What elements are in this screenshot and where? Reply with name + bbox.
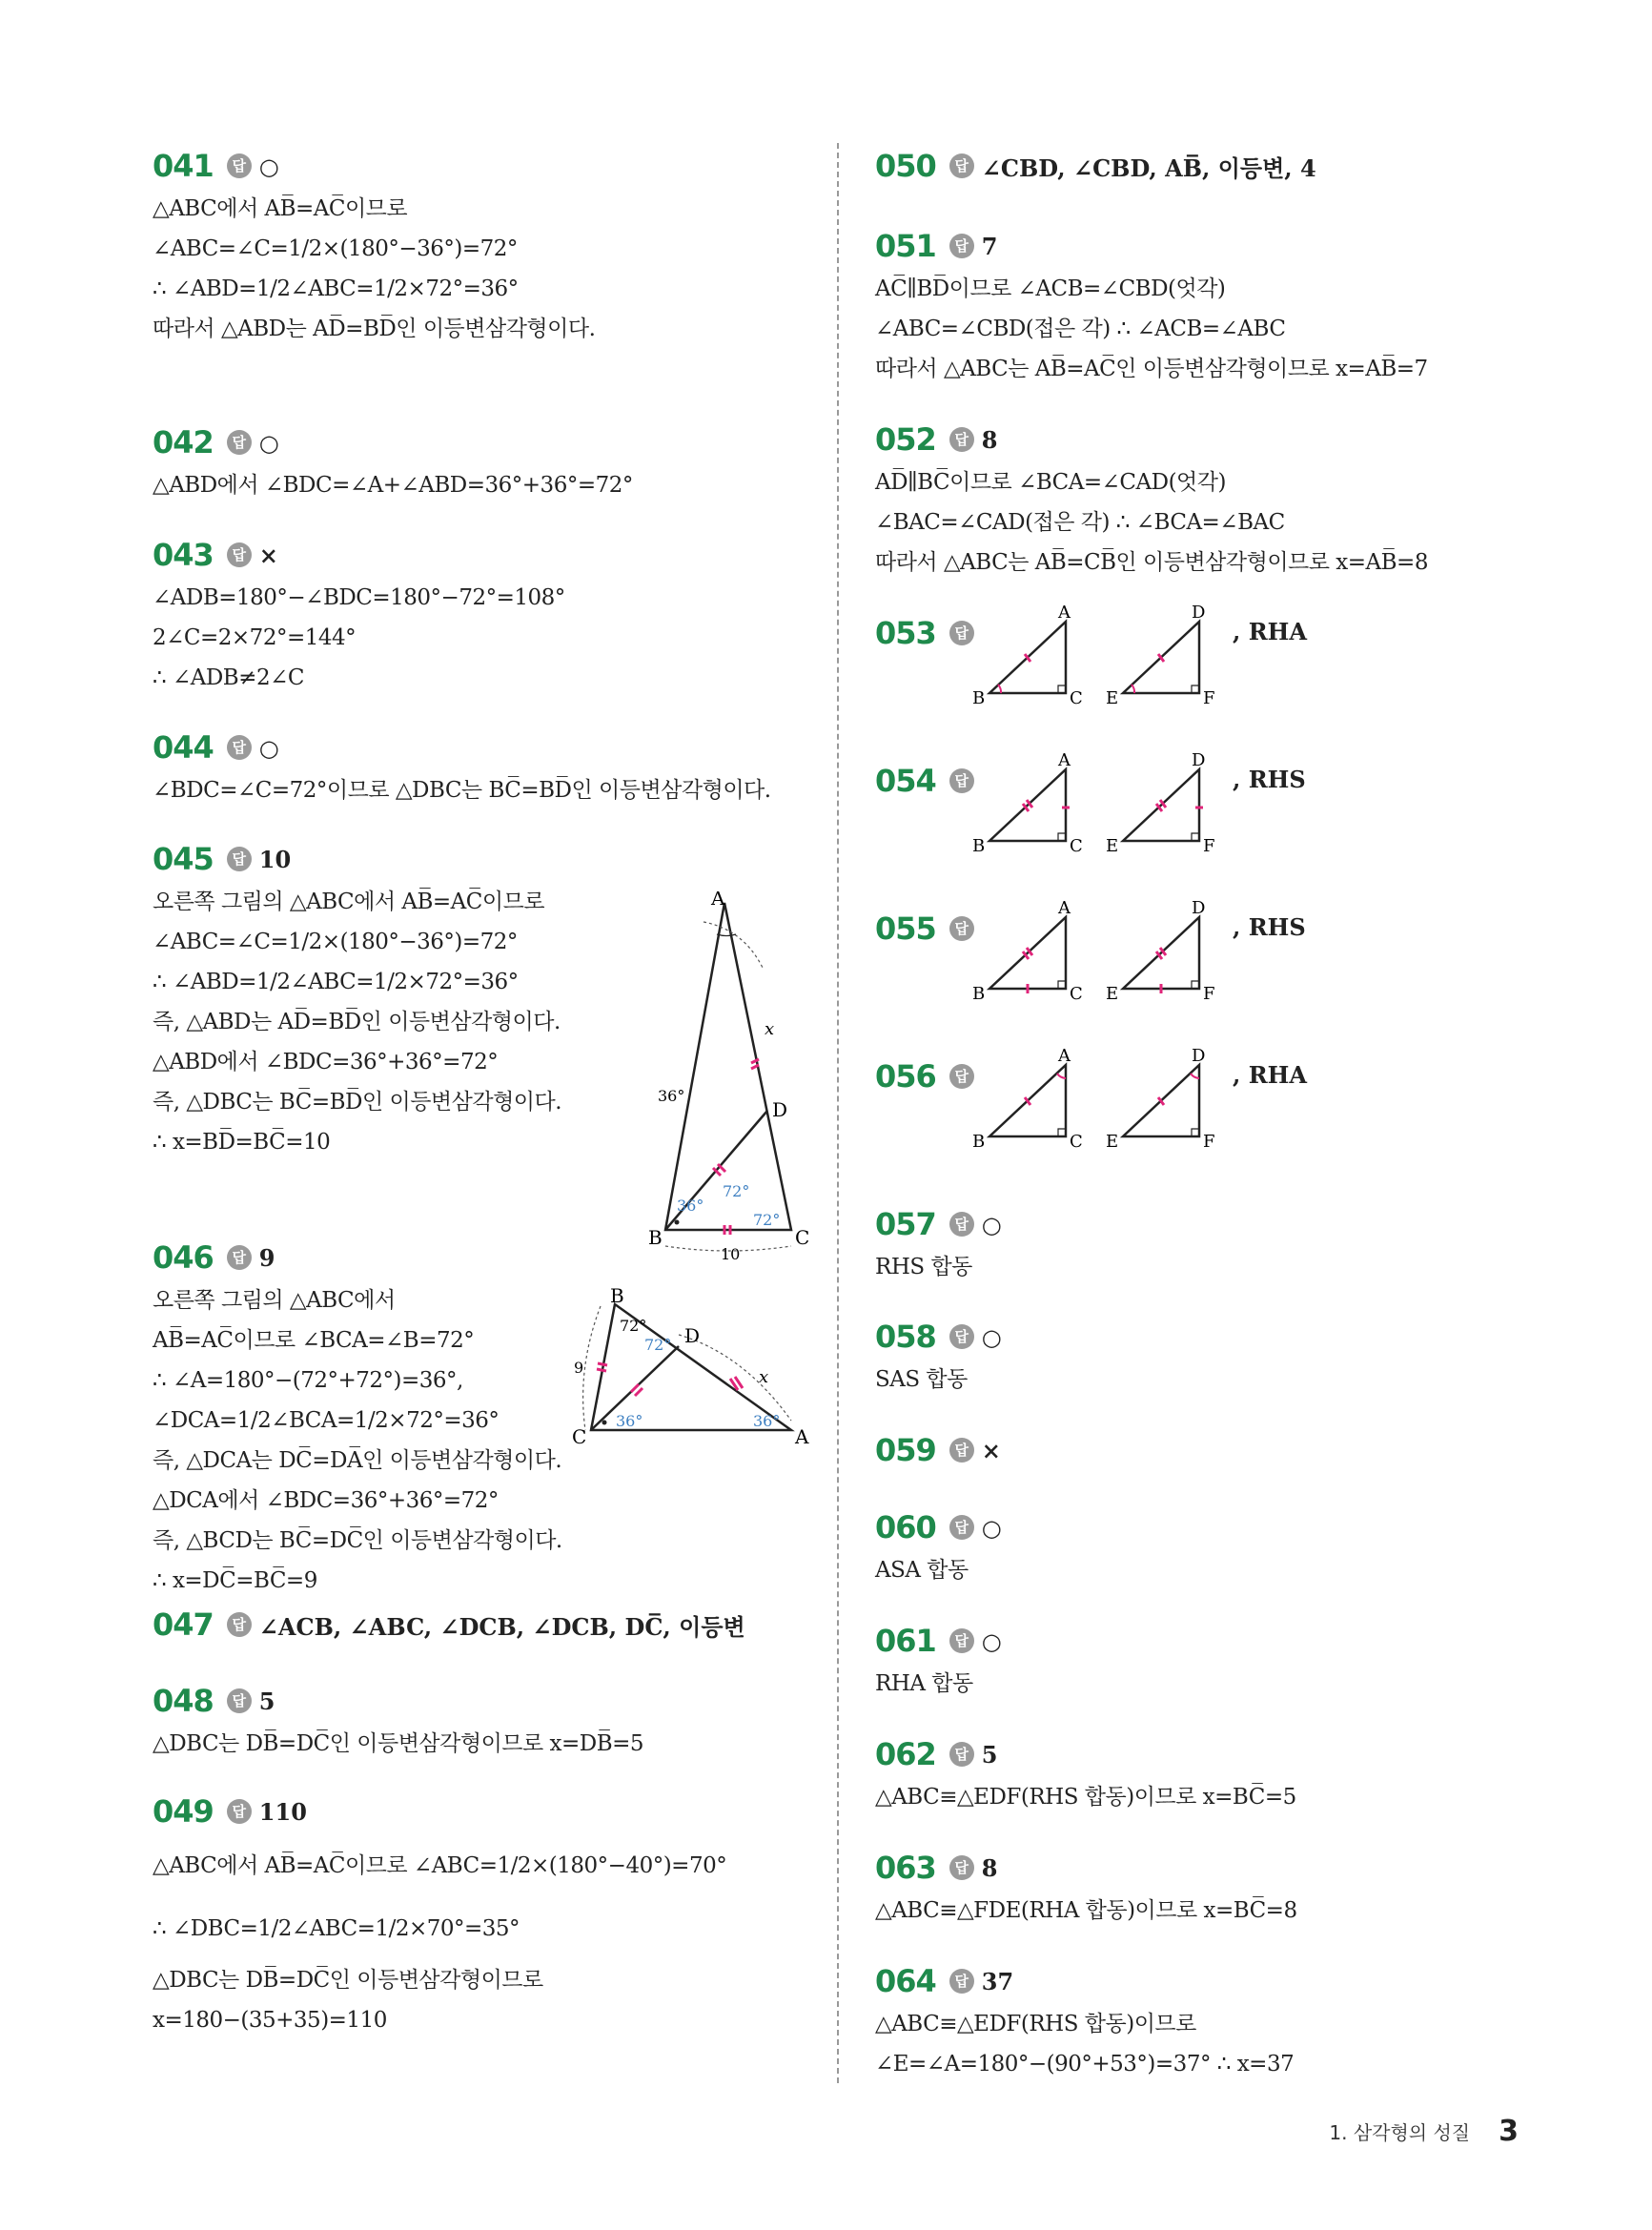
problem-044 bbox=[153, 725, 810, 810]
label-A: A bbox=[795, 1425, 809, 1448]
solution-line: 즉, △DCA는 DC̅=DA̅인 이등변삼각형이다. bbox=[153, 1448, 562, 1473]
problem-064 bbox=[875, 1958, 1533, 2084]
label-angle-a: 36° bbox=[753, 1412, 781, 1430]
problem-number: 046 bbox=[153, 1239, 214, 1276]
problem-number: 058 bbox=[875, 1319, 936, 1355]
solution-line: x=180−(35+35)=110 bbox=[153, 2008, 387, 2033]
problem-number: 053 bbox=[875, 615, 936, 651]
triangle-pair-figure bbox=[970, 1046, 1237, 1151]
triangle-pair-figure bbox=[970, 898, 1237, 1003]
solution-line: △DCA에서 ∠BDC=36°+36°=72° bbox=[153, 1488, 499, 1513]
problem-number: 043 bbox=[153, 537, 214, 573]
label-B: B bbox=[972, 836, 986, 855]
label-C: C bbox=[1070, 688, 1083, 707]
answer: 110 bbox=[258, 1797, 307, 1826]
label-B: B bbox=[972, 984, 986, 1003]
problem-052 bbox=[875, 417, 1533, 583]
answer-badge: 답 bbox=[949, 768, 974, 793]
answer-badge: 답 bbox=[227, 430, 252, 455]
label-angle-b: 36° bbox=[677, 1197, 704, 1215]
answer-badge: 답 bbox=[227, 1688, 252, 1713]
answer: , RHA bbox=[1233, 618, 1307, 645]
answer: 8 bbox=[981, 425, 998, 454]
label-C: C bbox=[1070, 1132, 1083, 1151]
label-D: D bbox=[772, 1098, 788, 1121]
label-angle-c: 72° bbox=[753, 1211, 781, 1229]
problem-042 bbox=[153, 419, 810, 505]
solution-line: ∴ ∠ABD=1/2∠ABC=1/2×72°=36° bbox=[153, 276, 519, 301]
problem-053 bbox=[875, 603, 1533, 707]
label-A: A bbox=[1058, 898, 1071, 918]
answer-badge: 답 bbox=[949, 1628, 974, 1653]
answer-badge: 답 bbox=[227, 1612, 252, 1637]
answer: 10 bbox=[258, 845, 292, 873]
problem-number: 050 bbox=[875, 148, 936, 184]
solution-line: ∠ABC=∠C=1/2×(180°−36°)=72° bbox=[153, 236, 518, 261]
problem-number: 063 bbox=[875, 1850, 936, 1886]
problem-number: 059 bbox=[875, 1432, 936, 1468]
solution-line: △DBC는 DB̅=DC̅인 이등변삼각형이므로 x=DB̅=5 bbox=[153, 1731, 644, 1756]
solution-line: 따라서 △ABC는 AB̅=CB̅인 이등변삼각형이므로 x=AB̅=8 bbox=[875, 550, 1428, 575]
solution-line: △ABC≡△FDE(RHA 합동)이므로 x=BC̅=8 bbox=[875, 1898, 1297, 1923]
solution-line: ASA 합동 bbox=[875, 1558, 969, 1583]
label-D: D bbox=[1192, 1046, 1206, 1066]
problem-number: 062 bbox=[875, 1736, 936, 1772]
answer-badge: 답 bbox=[949, 1742, 974, 1767]
label-E: E bbox=[1106, 984, 1119, 1003]
problem-048 bbox=[153, 1678, 810, 1764]
problem-number: 051 bbox=[875, 228, 936, 264]
label-F: F bbox=[1203, 836, 1215, 855]
solution-line: 따라서 △ABC는 AB̅=AC̅인 이등변삼각형이므로 x=AB̅=7 bbox=[875, 357, 1428, 381]
solution-line: ∠ADB=180°−∠BDC=180°−72°=108° bbox=[153, 585, 565, 610]
label-F: F bbox=[1203, 1132, 1215, 1151]
answer-badge: 답 bbox=[949, 427, 974, 452]
label-A: A bbox=[1058, 1046, 1071, 1066]
problem-059 bbox=[875, 1427, 1533, 1473]
answer: , RHS bbox=[1233, 766, 1306, 793]
answer: ○ bbox=[981, 1322, 1002, 1351]
label-D: D bbox=[1192, 750, 1206, 770]
label-B: B bbox=[648, 1226, 663, 1249]
label-angle-b: 72° bbox=[620, 1317, 647, 1335]
problem-041 bbox=[153, 143, 810, 349]
answer-badge: 답 bbox=[949, 1064, 974, 1089]
answer: 9 bbox=[258, 1243, 275, 1272]
problem-number: 048 bbox=[153, 1683, 214, 1719]
answer: 8 bbox=[981, 1853, 998, 1882]
label-B: B bbox=[610, 1287, 624, 1307]
answer: ○ bbox=[258, 152, 279, 180]
answer: , RHA bbox=[1233, 1061, 1307, 1089]
chapter-title: 1. 삼각형의 성질 bbox=[1329, 2121, 1471, 2144]
solution-line: △DBC는 DB̅=DC̅인 이등변삼각형이므로 bbox=[153, 1968, 543, 1993]
solution-line: △ABC에서 AB̅=AC̅이므로 ∠ABC=1/2×(180°−40°)=70° bbox=[153, 1853, 727, 1878]
answer: ○ bbox=[258, 428, 279, 457]
problem-number: 045 bbox=[153, 841, 214, 877]
label-F: F bbox=[1203, 984, 1215, 1003]
label-C: C bbox=[795, 1226, 810, 1249]
problem-number: 047 bbox=[153, 1606, 214, 1643]
solution-line: ∴ ∠ADB≠2∠C bbox=[153, 665, 304, 690]
problem-063 bbox=[875, 1845, 1533, 1931]
solution-line: △ABD에서 ∠BDC=36°+36°=72° bbox=[153, 1050, 499, 1074]
solution-line: RHA 합동 bbox=[875, 1671, 973, 1696]
label-angle-d: 72° bbox=[644, 1336, 672, 1354]
answer-badge: 답 bbox=[949, 1855, 974, 1880]
solution-line: ∠BDC=∠C=72°이므로 △DBC는 BC̅=BD̅인 이등변삼각형이다. bbox=[153, 778, 771, 803]
solution-line: 2∠C=2×72°=144° bbox=[153, 625, 357, 650]
label-base: 10 bbox=[721, 1245, 741, 1263]
solution-line: ∴ x=DC̅=BC̅=9 bbox=[153, 1568, 317, 1593]
solution-line: 따라서 △ABD는 AD̅=BD̅인 이등변삼각형이다. bbox=[153, 317, 596, 341]
solution-line: ∠DCA=1/2∠BCA=1/2×72°=36° bbox=[153, 1408, 500, 1433]
solution-line: AD̅∥BC̅이므로 ∠BCA=∠CAD(엇각) bbox=[875, 470, 1226, 495]
solution-line: 즉, △ABD는 AD̅=BD̅인 이등변삼각형이다. bbox=[153, 1010, 561, 1034]
problem-043 bbox=[153, 532, 810, 698]
problem-number: 057 bbox=[875, 1206, 936, 1242]
page-number: 3 bbox=[1499, 2115, 1519, 2148]
solution-line: 오른쪽 그림의 △ABC에서 AB̅=AC̅이므로 bbox=[153, 890, 545, 914]
figure-045-triangle bbox=[648, 891, 810, 1263]
problem-057 bbox=[875, 1201, 1533, 1287]
problem-number: 055 bbox=[875, 910, 936, 947]
solution-line: △ABD에서 ∠BDC=∠A+∠ABD=36°+36°=72° bbox=[153, 473, 633, 498]
column-divider bbox=[837, 143, 839, 2083]
solution-line: ∴ ∠ABD=1/2∠ABC=1/2×72°=36° bbox=[153, 970, 519, 994]
answer: 7 bbox=[981, 232, 998, 260]
answer-badge: 답 bbox=[227, 847, 252, 871]
answer: 37 bbox=[981, 1967, 1014, 1995]
solution-line: ∴ ∠A=180°−(72°+72°)=36°, bbox=[153, 1368, 463, 1393]
answer-badge: 답 bbox=[949, 234, 974, 258]
answer: × bbox=[981, 1436, 1001, 1464]
problem-061 bbox=[875, 1618, 1533, 1704]
label-C: C bbox=[1070, 836, 1083, 855]
solution-line: ∠BAC=∠CAD(접은 각) ∴ ∠BCA=∠BAC bbox=[875, 510, 1285, 535]
answer-badge: 답 bbox=[949, 153, 974, 178]
problem-number: 052 bbox=[875, 421, 936, 458]
solution-line: ∴ ∠DBC=1/2∠ABC=1/2×70°=35° bbox=[153, 1916, 520, 1941]
answer-badge: 답 bbox=[949, 1324, 974, 1349]
answer-badge: 답 bbox=[949, 1212, 974, 1237]
label-D: D bbox=[684, 1324, 701, 1347]
answer-badge: 답 bbox=[227, 735, 252, 760]
label-D: D bbox=[1192, 898, 1206, 918]
solution-line: 즉, △BCD는 BC̅=DC̅인 이등변삼각형이다. bbox=[153, 1528, 562, 1553]
solution-line: △ABC≡△EDF(RHS 합동)이므로 x=BC̅=5 bbox=[875, 1785, 1296, 1810]
problem-056 bbox=[875, 1046, 1533, 1151]
solution-line: AB̅=AC̅이므로 ∠BCA=∠B=72° bbox=[153, 1328, 475, 1353]
problem-051 bbox=[875, 223, 1533, 389]
label-C: C bbox=[1070, 984, 1083, 1003]
label-B: B bbox=[972, 1132, 986, 1151]
answer-badge: 답 bbox=[949, 1969, 974, 1994]
solution-line: △ABC에서 AB̅=AC̅이므로 bbox=[153, 196, 408, 221]
answer: ○ bbox=[981, 1513, 1002, 1542]
problem-number: 054 bbox=[875, 763, 936, 799]
answer-badge: 답 bbox=[949, 1438, 974, 1463]
problem-number: 049 bbox=[153, 1793, 214, 1830]
answer: × bbox=[258, 541, 278, 569]
solution-line: ∠ABC=∠C=1/2×(180°−36°)=72° bbox=[153, 930, 518, 954]
answer-badge: 답 bbox=[949, 1515, 974, 1540]
answer: ∠ACB, ∠ABC, ∠DCB, ∠DCB, DC̅, 이등변 bbox=[258, 1612, 745, 1641]
label-E: E bbox=[1106, 688, 1119, 707]
problem-number: 060 bbox=[875, 1509, 936, 1545]
label-E: E bbox=[1106, 1132, 1119, 1151]
answer-badge: 답 bbox=[227, 1245, 252, 1270]
solution-line: 즉, △DBC는 BC̅=BD̅인 이등변삼각형이다. bbox=[153, 1090, 562, 1115]
label-A: A bbox=[1058, 603, 1071, 623]
problem-060 bbox=[875, 1504, 1533, 1590]
answer: , RHS bbox=[1233, 913, 1306, 941]
label-angle-d: 72° bbox=[723, 1182, 750, 1200]
label-E: E bbox=[1106, 836, 1119, 855]
label-x: x bbox=[759, 1367, 769, 1387]
solution-line: △ABC≡△EDF(RHS 합동)이므로 bbox=[875, 2012, 1196, 2036]
figure-046-triangle bbox=[572, 1287, 810, 1459]
problem-062 bbox=[875, 1731, 1533, 1817]
problem-049 bbox=[153, 1789, 810, 2040]
problem-047 bbox=[153, 1602, 810, 1647]
solution-line: 오른쪽 그림의 △ABC에서 bbox=[153, 1288, 396, 1313]
solution-line: ∠ABC=∠CBD(접은 각) ∴ ∠ACB=∠ABC bbox=[875, 317, 1286, 341]
answer: ∠CBD, ∠CBD, AB̅, 이등변, 4 bbox=[981, 153, 1316, 182]
problem-058 bbox=[875, 1314, 1533, 1400]
page-footer bbox=[1329, 2115, 1519, 2148]
solution-line: SAS 합동 bbox=[875, 1367, 968, 1392]
solution-line: AC̅∥BD̅이므로 ∠ACB=∠CBD(엇각) bbox=[875, 276, 1226, 301]
problem-number: 064 bbox=[875, 1963, 936, 1999]
answer-badge: 답 bbox=[227, 153, 252, 178]
problem-050 bbox=[875, 143, 1533, 189]
label-D: D bbox=[1192, 603, 1206, 623]
problem-055 bbox=[875, 898, 1533, 1003]
label-x: x bbox=[765, 1019, 775, 1039]
answer: 5 bbox=[258, 1687, 275, 1715]
answer: ○ bbox=[258, 733, 279, 762]
label-B: B bbox=[972, 688, 986, 707]
answer-badge: 답 bbox=[949, 916, 974, 941]
solution-line: RHS 합동 bbox=[875, 1255, 972, 1279]
solution-line: ∠E=∠A=180°−(90°+53°)=37° ∴ x=37 bbox=[875, 2052, 1295, 2077]
label-C: C bbox=[572, 1425, 587, 1448]
problem-number: 042 bbox=[153, 424, 214, 460]
label-angle-c: 36° bbox=[616, 1412, 643, 1430]
answer: 5 bbox=[981, 1740, 998, 1769]
problem-054 bbox=[875, 750, 1533, 855]
problem-number: 041 bbox=[153, 148, 214, 184]
label-A: A bbox=[711, 891, 725, 910]
answer: ○ bbox=[981, 1210, 1002, 1238]
label-angle-top: 36° bbox=[658, 1087, 685, 1105]
label-side: 9 bbox=[574, 1359, 584, 1377]
triangle-pair-figure bbox=[970, 603, 1237, 707]
answer-badge: 답 bbox=[949, 621, 974, 645]
answer-badge: 답 bbox=[227, 542, 252, 567]
triangle-pair-figure bbox=[970, 750, 1237, 855]
label-A: A bbox=[1058, 750, 1071, 770]
problem-number: 061 bbox=[875, 1623, 936, 1659]
solution-line: ∴ x=BD̅=BC̅=10 bbox=[153, 1130, 331, 1155]
answer-badge: 답 bbox=[227, 1799, 252, 1824]
answer: ○ bbox=[981, 1626, 1002, 1655]
problem-number: 056 bbox=[875, 1058, 936, 1095]
problem-number: 044 bbox=[153, 729, 214, 766]
label-F: F bbox=[1203, 688, 1215, 707]
